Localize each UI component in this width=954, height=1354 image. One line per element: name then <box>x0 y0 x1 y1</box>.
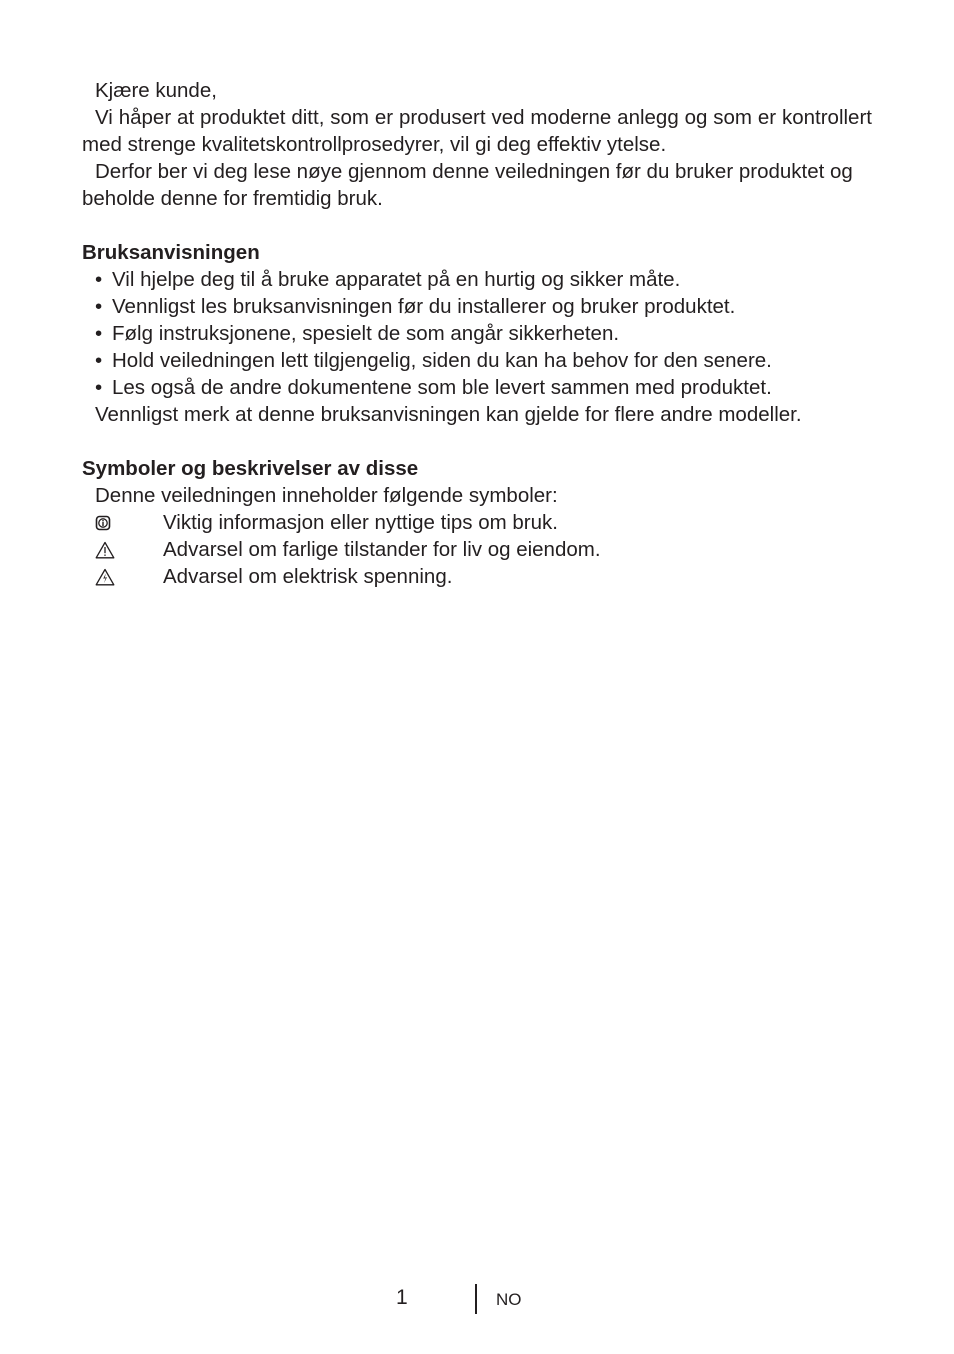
info-icon <box>82 515 163 531</box>
bullet-icon: • <box>95 295 103 318</box>
manual-bullet-list <box>82 266 872 401</box>
symbol-row-info <box>82 509 872 536</box>
greeting: Kjære kunde, <box>95 79 217 102</box>
symbol-row-electric <box>82 563 872 590</box>
bullet-icon: • <box>95 376 103 399</box>
page-number: 1 <box>396 1286 408 1309</box>
list-item: • Vil hjelpe deg til å bruke apparatet på en hurtig og sikker måte. <box>95 268 681 291</box>
symbols-intro: Denne veiledningen inneholder følgende symboler: <box>95 484 558 507</box>
list-item: • Følg instruksjonene, spesielt de som angår sikkerheten. <box>95 322 620 345</box>
intro-paragraph-2: Derfor ber vi deg lese nøye gjennom denne veiledningen før du bruker produktet og beholde denne for fremtidig bruk. <box>82 160 853 210</box>
symbol-description: Viktig informasjon eller nyttige tips om bruk. <box>163 511 558 534</box>
manual-heading: Bruksanvisningen <box>82 241 260 264</box>
list-item: • Les også de andre dokumentene som ble levert sammen med produktet. <box>95 376 772 399</box>
list-item: • Hold veiledningen lett tilgjengelig, siden du kan ha behov for den senere. <box>95 349 772 372</box>
list-item: • Vennligst les bruksanvisningen før du installerer og bruker produktet. <box>95 295 736 318</box>
footer-divider <box>475 1284 477 1314</box>
electric-warning-icon <box>82 568 163 586</box>
symbol-row-warning <box>82 536 872 563</box>
manual-note: Vennligst merk at denne bruksanvisningen kan gjelde for flere andre modeller. <box>95 403 802 426</box>
language-code: NO <box>496 1290 522 1309</box>
page-footer <box>0 1284 954 1314</box>
bullet-icon: • <box>95 268 103 291</box>
warning-triangle-icon <box>82 541 163 559</box>
bullet-icon: • <box>95 349 103 372</box>
spacer <box>82 428 872 455</box>
document-page <box>82 77 872 590</box>
spacer <box>82 212 872 239</box>
bullet-icon: • <box>95 322 103 345</box>
symbol-description: Advarsel om farlige tilstander for liv og eiendom. <box>163 538 601 561</box>
symbol-description: Advarsel om elektrisk spenning. <box>163 565 453 588</box>
symbols-heading: Symboler og beskrivelser av disse <box>82 457 419 480</box>
intro-paragraph-1: Vi håper at produktet ditt, som er produsert ved moderne anlegg og som er kontrollert med strenge kvalitetskontrollprosedyrer, vil gi deg effektiv ytelse. <box>82 106 872 156</box>
